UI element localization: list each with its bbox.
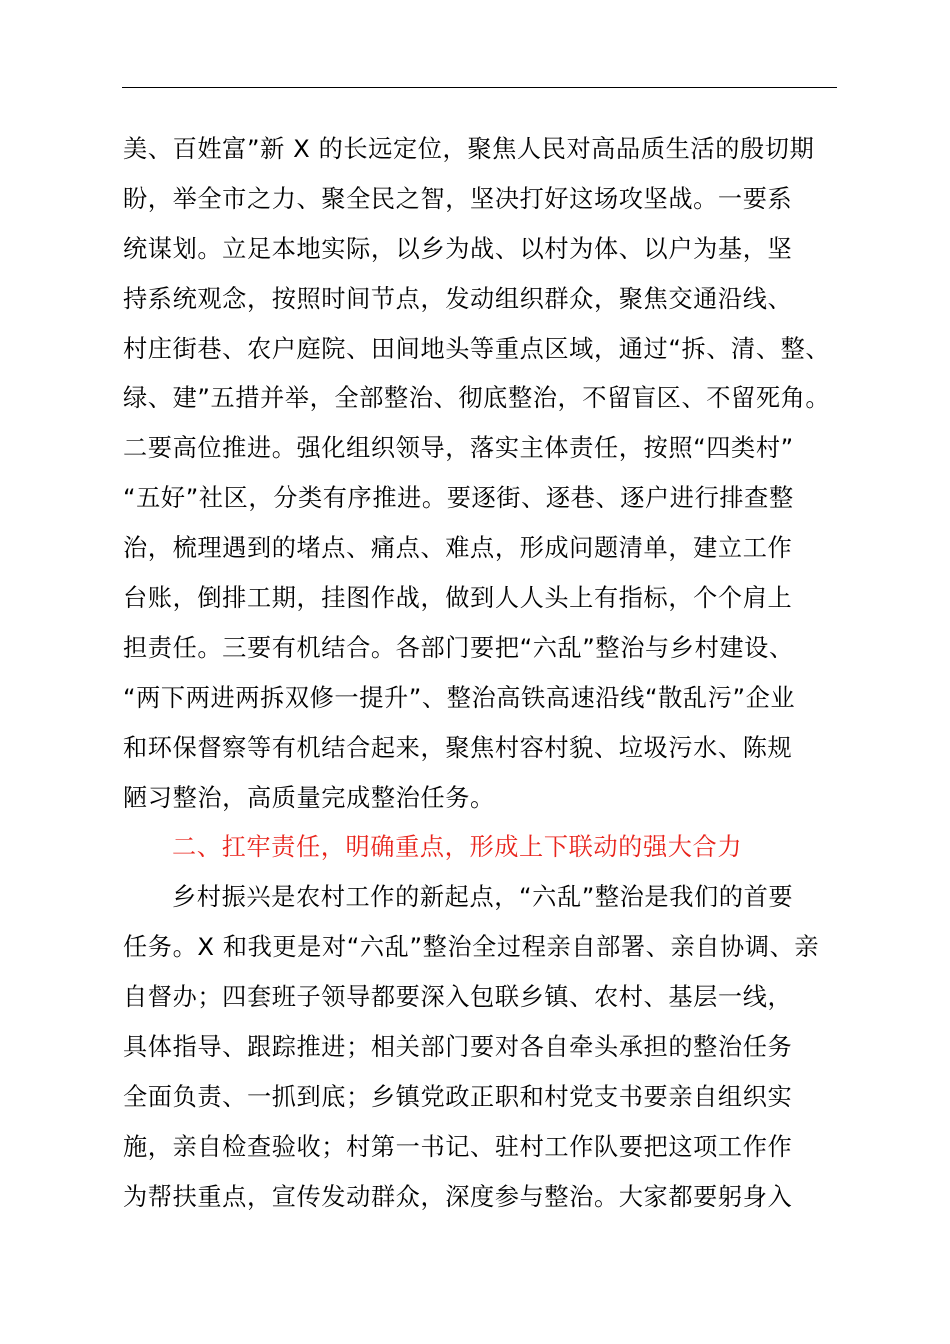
body-line: 和环保督察等有机结合起来，聚焦村容村貌、垃圾污水、陈规 <box>123 733 793 762</box>
body-line: 盼，举全市之力、聚全民之智，坚决打好这场攻坚战。一要系 <box>123 184 793 213</box>
body-line: 村庄街巷、农户庭院、田间地头等重点区域，通过“拆、清、整、 <box>123 334 831 363</box>
body-line: 乡村振兴是农村工作的新起点，“六乱”整治是我们的首要 <box>172 883 794 912</box>
body-line: 持系统观念，按照时间节点，发动组织群众，聚焦交通沿线、 <box>123 284 793 313</box>
body-line: 台账，倒排工期，挂图作战，做到人人头上有指标，个个肩上 <box>123 584 793 613</box>
body-line: 绿、建”五措并举，全部整治、彻底整治，不留盲区、不留死角。 <box>123 384 831 413</box>
body-line: “五好”社区，分类有序推进。要逐街、逐巷、逐户进行排查整 <box>123 484 794 513</box>
body-line: 统谋划。立足本地实际，以乡为战、以村为体、以户为基，坚 <box>123 234 793 263</box>
body-line: “两下两进两拆双修一提升”、整治高铁高速沿线“散乱污”企业 <box>123 683 796 712</box>
body-line: 全面负责、一抓到底；乡镇党政正职和村党支书要亲自组织实 <box>123 1082 793 1111</box>
body-line: 陋习整治，高质量完成整治任务。 <box>123 783 495 812</box>
body-line: 美、百姓富”新 X 的长远定位，聚焦人民对高品质生活的殷切期 <box>123 135 815 163</box>
document-body <box>123 129 843 1227</box>
section-heading: 二、扛牢责任，明确重点，形成上下联动的强大合力 <box>172 833 743 862</box>
body-line: 自督办；四套班子领导都要深入包联乡镇、农村、基层一线， <box>123 983 793 1012</box>
header-rule <box>122 87 837 88</box>
body-line: 施，亲自检查验收；村第一书记、驻村工作队要把这项工作作 <box>123 1132 793 1161</box>
body-line: 治，梳理遇到的堵点、痛点、难点，形成问题清单，建立工作 <box>123 534 793 563</box>
body-line: 为帮扶重点，宣传发动群众，深度参与整治。大家都要躬身入 <box>123 1182 793 1211</box>
body-line: 担责任。三要有机结合。各部门要把“六乱”整治与乡村建设、 <box>123 633 794 662</box>
body-line: 具体指导、跟踪推进；相关部门要对各自牵头承担的整治任务 <box>123 1033 793 1062</box>
body-line: 任务。X 和我更是对“六乱”整治全过程亲自部署、亲自协调、亲 <box>123 933 820 962</box>
body-line: 二要高位推进。强化组织领导，落实主体责任，按照“四类村” <box>123 434 794 463</box>
